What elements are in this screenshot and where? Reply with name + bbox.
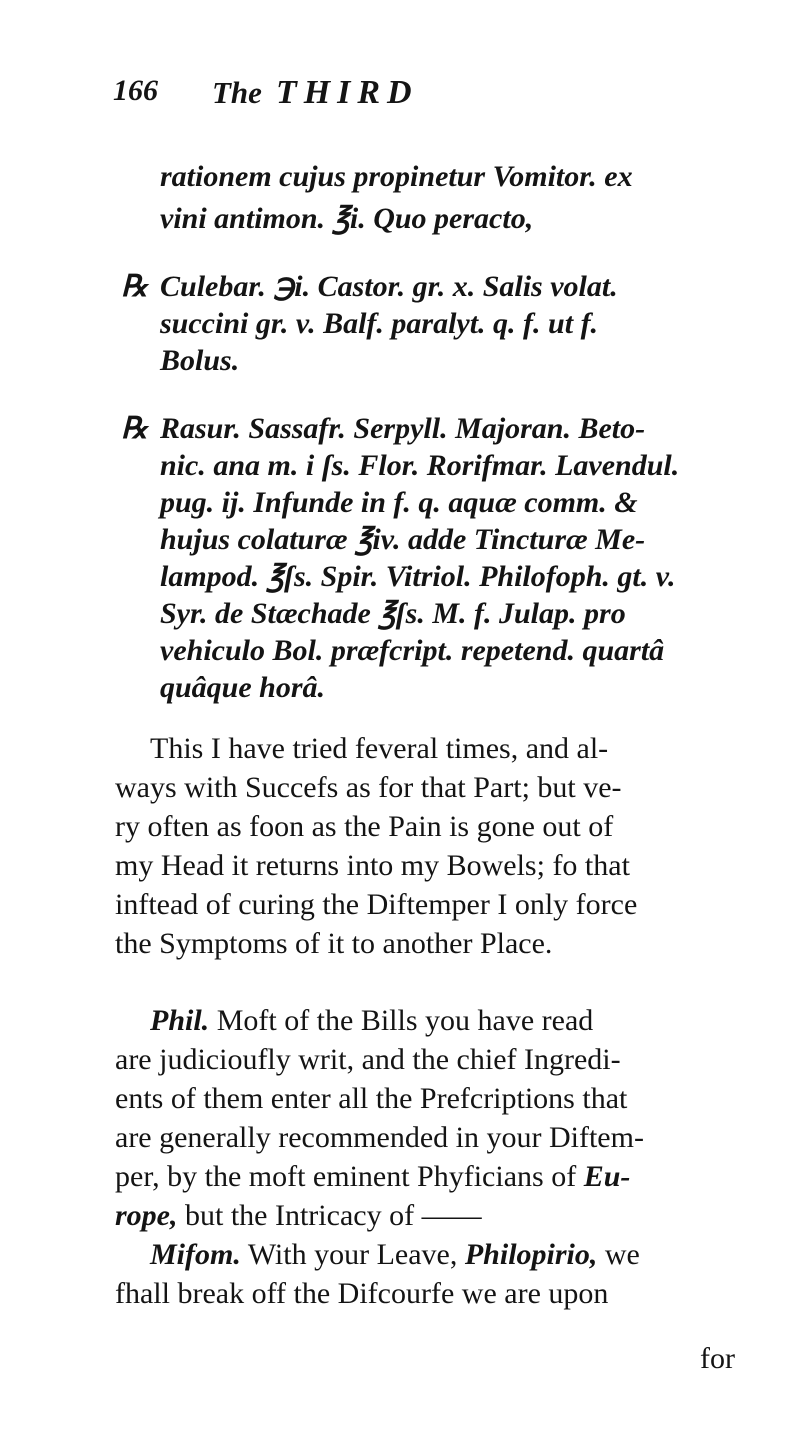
speaker-name: Mifom. (150, 1238, 241, 1271)
dialogue-line: are generally recommended in your Diftem- (115, 1121, 644, 1154)
paragraph-line: my Head it returns into my Bowels; fo that (115, 849, 630, 882)
dialogue-line: fhall break off the Difcourfe we are upon (115, 1277, 609, 1310)
recipe-julap-line-1: Rasur. Sassafr. Serpyll. Majoran. Beto- (160, 412, 646, 445)
recipe-julap-line-2: nic. ana m. i ſs. Flor. Rorifmar. Lavendul. (160, 449, 680, 482)
paragraph-line: This I have tried feveral times, and al- (150, 732, 609, 765)
dialogue-line: are judicioufly writ, and the chief Ingredi- (115, 1043, 621, 1076)
dialogue-text: With your Leave, (247, 1238, 458, 1271)
paragraph-line: ways with Succefs as for that Part; but ve- (115, 771, 622, 804)
dialogue-line (150, 1002, 593, 1040)
recipe-bolus-line-1: Culebar. ℈i. Castor. gr. x. Salis volat. (160, 270, 618, 303)
running-head-title: THIRD (275, 74, 419, 111)
addressee-name: Philopirio, (464, 1238, 598, 1271)
recipe-symbol-icon: ℞ (121, 270, 148, 303)
dialogue-text: Moft of the Bills you have read (216, 1004, 594, 1037)
dialogue-text: we (604, 1238, 640, 1271)
page-header (113, 74, 633, 124)
speaker-name: Phil. (150, 1004, 210, 1037)
recipe-symbol-icon: ℞ (121, 412, 148, 445)
recipe-julap-line-5: lampod. ℥ſs. Spir. Vitriol. Philofoph. gt. v. (160, 560, 676, 593)
running-head-article: The (212, 75, 262, 110)
dialogue-line: ents of them enter all the Prefcriptions that (115, 1082, 628, 1115)
dialogue-line (115, 1158, 630, 1196)
recipe-bolus-line-2: succini gr. v. Balf. paralyt. q. f. ut f. (160, 307, 599, 340)
place-name-continued: rope, (115, 1199, 178, 1232)
dialogue-line (115, 1197, 482, 1235)
recipe-julap-line-4: hujus colaturæ ℥iv. adde Tincturæ Me- (160, 523, 646, 556)
page-number: 166 (113, 74, 158, 107)
recipe-julap-line-7: vehiculo Bol. præfcript. repetend. quartâ (160, 634, 665, 667)
dialogue-text: per, by the moft eminent Phyficians of (115, 1160, 577, 1193)
running-head (212, 74, 419, 112)
place-name: Eu- (583, 1160, 631, 1193)
recipe-continuation-line-1: rationem cujus propinetur Vomitor. ex (160, 160, 633, 193)
recipe-continuation-line-2: vini antimon. ℥i. Quo peracto, (160, 202, 534, 235)
paragraph-line: ry often as foon as the Pain is gone out of (115, 810, 614, 843)
paragraph-line: the Symptoms of it to another Place. (115, 927, 553, 960)
recipe-julap-line-3: pug. ij. Infunde in f. q. aquæ comm. & (160, 486, 638, 519)
recipe-julap-line-8: quâque horâ. (160, 671, 326, 704)
recipe-bolus-line-3: Bolus. (160, 344, 240, 377)
dialogue-line (150, 1236, 640, 1274)
paragraph-line: inftead of curing the Diftemper I only force (115, 888, 638, 921)
dialogue-text: but the Intricacy of —— (185, 1199, 482, 1232)
catchword: for (700, 1342, 735, 1375)
recipe-julap-line-6: Syr. de Stæchade ℥ſs. M. f. Julap. pro (160, 597, 626, 630)
